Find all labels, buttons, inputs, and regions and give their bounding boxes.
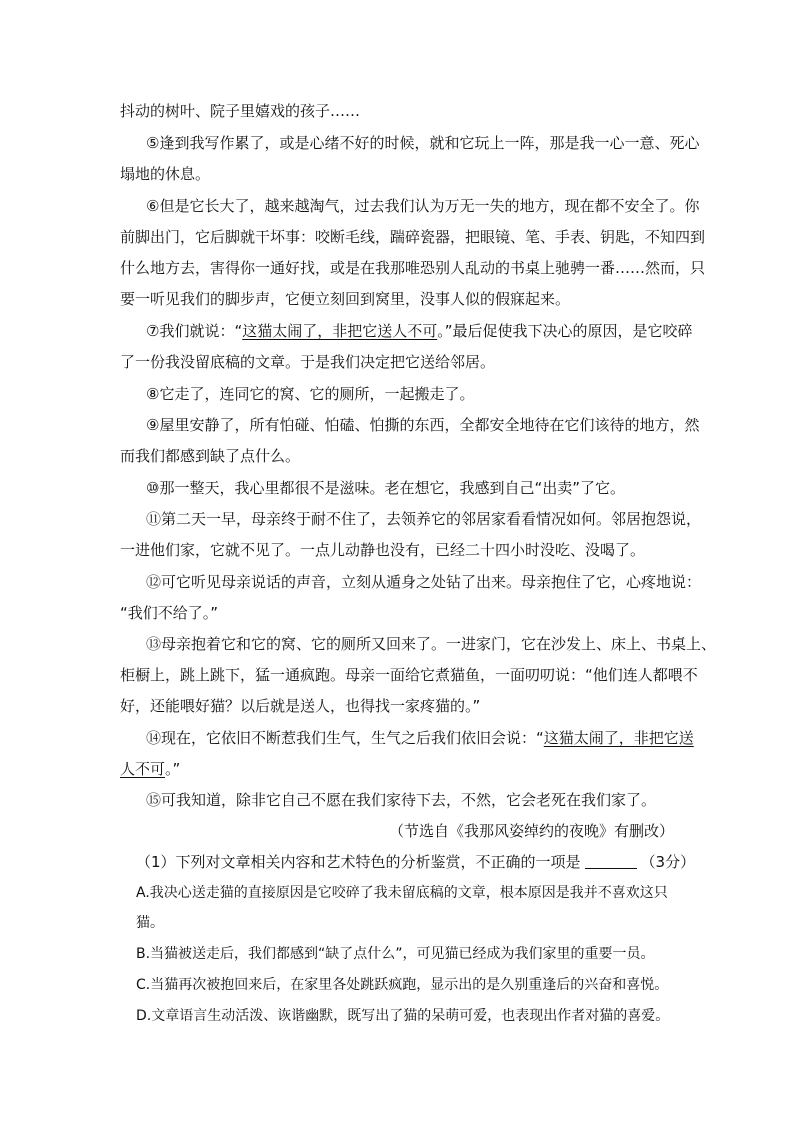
paragraph-6-line-1: ⑥但是它长大了，越来越淘气，过去我们认为万无一失的地方，现在都不安全了。你	[146, 197, 700, 215]
p14-text-a: ⑭现在，它依旧不断惹我们生气，生气之后我们依旧会说：“	[146, 729, 544, 747]
paragraph-11-line-2: 一进他们家，它就不见了。一点儿动静也没有，已经二十四小时没吃、没喝了。	[120, 541, 646, 559]
option-c: C.当猫再次被抱回来后，在家里各处跳跃疯跑，显示出的是久别重逢后的兴奋和喜悦。	[136, 977, 669, 993]
paragraph-13-line-2: 柜橱上，跳上跳下，猛一通疯跑。母亲一面给它煮猫鱼，一面叨叨说：“他们连人都喂不	[120, 666, 698, 684]
paragraph-6-line-2: 前脚出门，它后脚就干坏事：咬断毛线，踹碎瓷器，把眼镜、笔、手表、钥匙，不知四到	[120, 228, 706, 246]
paragraph-8: ⑧它走了，连同它的窝、它的厕所，一起搬走了。	[146, 385, 475, 403]
option-d: D.文章语言生动活泼、诙谐幽默，既写出了猫的呆萌可爱，也表现出作者对猫的喜爱。	[136, 1008, 670, 1024]
p14-underlined-quote-part-2: 人不可	[120, 760, 166, 778]
paragraph-6-line-4: 要一听见我们的脚步声，它便立刻回到窝里，没事人似的假寐起来。	[120, 290, 571, 308]
p14-text-b: 。”	[165, 760, 181, 778]
paragraph-14-line-1	[146, 728, 694, 748]
p7-text-a: ⑦我们就说：“	[146, 322, 243, 340]
answer-blank[interactable]	[585, 867, 637, 869]
p7-text-b: 。”最后促使我下决心的原因，是它咬碎	[437, 322, 693, 340]
paragraph-12-line-1: ⑫可它听见母亲说话的声音，立刻从遁身之处钻了出来。母亲抱住了它，心疼地说：	[146, 573, 702, 591]
paragraph-5-line-1: ⑤逢到我写作累了，或是心绪不好的时候，就和它玩上一阵，那是我一心一意、死心	[146, 134, 700, 152]
p7-underlined-quote: 这猫太闹了，非把它送人不可	[242, 322, 438, 340]
paragraph-11-line-1: ⑪第二天一早，母亲终于耐不住了，去领养它的邻居家看看情况如何。邻居抱怨说，	[146, 510, 702, 528]
question-points: （3分）	[640, 853, 696, 871]
paragraph-7-line-1	[146, 321, 693, 341]
p14-underlined-quote-part-1: 这猫太闹了，非把它送	[543, 729, 694, 747]
paragraph-10: ⑩那一整天，我心里都很不是滋味。老在想它，我感到自己“出卖”了它。	[146, 479, 625, 497]
paragraph-12-line-2: “我们不给了。”	[120, 604, 219, 622]
paragraph-13-line-3: 好，还能喂好猫？以后就是送人，也得找一家疼猫的。”	[120, 697, 481, 715]
paragraph-14-line-2	[120, 759, 180, 779]
paragraph-9-line-1: ⑨屋里安静了，所有怕碰、怕磕、怕撕的东西，全都安全地待在它们该待的地方，然	[146, 416, 700, 434]
paragraph-5-line-2: 塌地的休息。	[120, 165, 211, 183]
option-b: B.当猫被送走后，我们都感到“缺了点什么”，可见猫已经成为我们家里的重要一员。	[136, 946, 655, 962]
paragraph-7-line-2: 了一份我没留底稿的文章。于是我们决定把它送给邻居。	[120, 353, 496, 371]
option-a-line-2: 猫。	[136, 915, 164, 931]
paragraph-continuation: 抖动的树叶、院子里嬉戏的孩子……	[120, 102, 361, 120]
paragraph-6-line-3: 什么地方去，害得你一通好找，或是在我那唯恐别人乱动的书桌上驰骋一番……然而，只	[120, 259, 706, 277]
paragraph-9-line-2: 而我们都感到缺了点什么。	[120, 447, 301, 465]
paragraph-13-line-1: ⑬母亲抱着它和它的窝、它的厕所又回来了。一进家门，它在沙发上、床上、书桌上、	[146, 635, 717, 653]
option-a-line-1: A.我决心送走猫的直接原因是它咬碎了我未留底稿的文章，根本原因是我并不喜欢这只	[136, 885, 668, 901]
question-stem	[136, 852, 695, 872]
source-citation: （节选自《我那风姿绰约的夜晚》有删改）	[388, 822, 674, 840]
paragraph-15: ⑮可我知道，除非它自己不愿在我们家待下去，不然，它会老死在我们家了。	[146, 791, 657, 809]
question-stem-text: （1）下列对文章相关内容和艺术特色的分析鉴赏，不正确的一项是	[136, 853, 581, 871]
